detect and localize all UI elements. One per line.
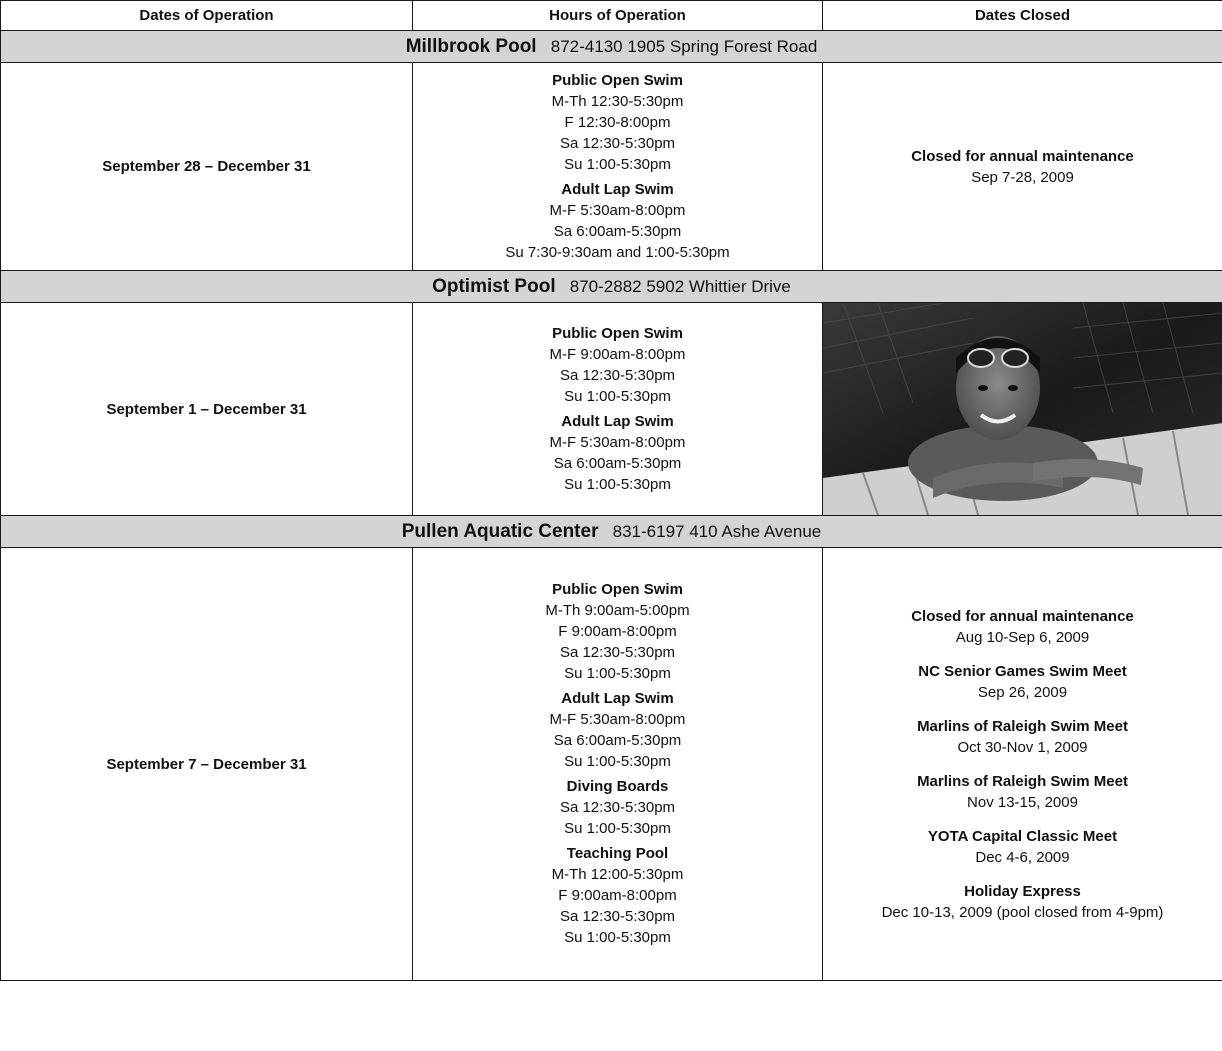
closed-title: YOTA Capital Classic Meet — [927, 827, 1118, 845]
block-title: Adult Lap Swim — [561, 180, 674, 198]
hours-line: Sa 6:00am-5:30pm — [553, 222, 682, 240]
date-range: September 1 – December 31 — [1, 303, 413, 516]
date-range: September 7 – December 31 — [1, 548, 413, 981]
closed-item — [823, 146, 1222, 188]
hours-block-adult-lap-swim — [413, 411, 822, 495]
block-title: Public Open Swim — [552, 71, 683, 89]
pool-name: Optimist Pool — [432, 275, 556, 297]
hours-block-adult-lap-swim — [413, 688, 822, 772]
hours-line: F 9:00am-8:00pm — [558, 887, 677, 904]
pool-name: Millbrook Pool — [405, 35, 537, 57]
header-row — [1, 1, 1222, 31]
hours-line: Sa 12:30-5:30pm — [559, 799, 676, 816]
closed-title: Marlins of Raleigh Swim Meet — [917, 772, 1128, 790]
closed-detail: Oct 30-Nov 1, 2009 — [957, 738, 1088, 756]
pool-title-cell — [1, 516, 1222, 548]
hours-block-adult-lap-swim — [413, 179, 822, 263]
hours-line: M-F 5:30am-8:00pm — [549, 711, 686, 728]
hours-line: Sa 6:00am-5:30pm — [553, 732, 682, 749]
photo-cell — [823, 303, 1222, 516]
closed-detail: Sep 7-28, 2009 — [971, 168, 1074, 186]
pool-info: 831-6197 410 Ashe Avenue — [612, 521, 822, 541]
hours-line: Su 1:00-5:30pm — [564, 753, 671, 770]
closed-item — [823, 826, 1222, 868]
closed-detail: Dec 4-6, 2009 — [975, 848, 1070, 866]
hours-line: M-Th 12:00-5:30pm — [551, 866, 684, 883]
hours-line: M-Th 9:00am-5:00pm — [545, 602, 690, 619]
pool-title-cell — [1, 271, 1222, 303]
schedule-row-pullen — [1, 548, 1222, 981]
pool-info: 872-4130 1905 Spring Forest Road — [550, 36, 818, 56]
hours-block-public-open-swim — [413, 579, 822, 684]
pool-name: Pullen Aquatic Center — [401, 520, 599, 542]
hours-block-diving-boards — [413, 776, 822, 839]
header-hours: Hours of Operation — [413, 1, 823, 31]
closed-item — [823, 716, 1222, 758]
hours-line: F 9:00am-8:00pm — [558, 623, 677, 640]
swimmer-photo — [823, 303, 1222, 515]
pool-info: 870-2882 5902 Whittier Drive — [569, 276, 791, 296]
closed-title: Closed for annual maintenance — [911, 607, 1134, 625]
hours-line: Sa 12:30-5:30pm — [559, 908, 676, 925]
hours-block-public-open-swim — [413, 323, 822, 407]
block-title: Public Open Swim — [552, 324, 683, 342]
closed-cell — [823, 548, 1222, 981]
block-title: Public Open Swim — [552, 581, 683, 598]
hours-line: Su 1:00-5:30pm — [564, 665, 671, 682]
block-title: Teaching Pool — [566, 845, 669, 862]
closed-title: NC Senior Games Swim Meet — [918, 662, 1127, 680]
hours-line: Su 7:30-9:30am and 1:00-5:30pm — [505, 243, 730, 261]
hours-line: Su 1:00-5:30pm — [564, 387, 671, 405]
block-title: Adult Lap Swim — [561, 690, 674, 707]
pool-row-millbrook — [1, 31, 1222, 63]
header-closed: Dates Closed — [823, 1, 1222, 31]
closed-item — [823, 606, 1222, 648]
hours-line: Sa 6:00am-5:30pm — [553, 454, 682, 472]
pool-row-optimist — [1, 271, 1222, 303]
schedule-row-optimist — [1, 303, 1222, 516]
hours-cell — [413, 63, 823, 271]
schedule-row-millbrook — [1, 63, 1222, 271]
closed-detail: Sep 26, 2009 — [977, 683, 1068, 701]
hours-line: M-Th 12:30-5:30pm — [551, 92, 684, 110]
hours-line: Su 1:00-5:30pm — [564, 820, 671, 837]
hours-cell — [413, 548, 823, 981]
closed-detail: Nov 13-15, 2009 — [967, 793, 1078, 811]
hours-line: Sa 12:30-5:30pm — [559, 366, 676, 384]
closed-title: Holiday Express — [964, 882, 1081, 900]
header-dates: Dates of Operation — [1, 1, 413, 31]
hours-line: Sa 12:30-5:30pm — [559, 134, 676, 152]
hours-line: F 12:30-8:00pm — [564, 113, 671, 131]
block-title: Diving Boards — [566, 778, 669, 795]
closed-title: Marlins of Raleigh Swim Meet — [917, 717, 1128, 735]
date-range: September 28 – December 31 — [1, 63, 413, 271]
closed-item — [823, 771, 1222, 813]
closed-item — [823, 661, 1222, 703]
hours-line: Sa 12:30-5:30pm — [559, 644, 676, 661]
pool-row-pullen — [1, 516, 1222, 548]
closed-detail: Aug 10-Sep 6, 2009 — [955, 628, 1090, 646]
hours-block-teaching-pool — [413, 843, 822, 948]
hours-line: Su 1:00-5:30pm — [564, 155, 671, 173]
closed-detail: Dec 10-13, 2009 (pool closed from 4-9pm) — [881, 903, 1164, 921]
hours-line: Su 1:00-5:30pm — [564, 475, 671, 493]
closed-cell — [823, 63, 1222, 271]
closed-title: Closed for annual maintenance — [911, 147, 1134, 165]
closed-item — [823, 881, 1222, 923]
hours-cell — [413, 303, 823, 516]
hours-line: M-F 9:00am-8:00pm — [549, 345, 686, 363]
hours-block-public-open-swim — [413, 70, 822, 175]
pool-title-cell — [1, 31, 1222, 63]
block-title: Adult Lap Swim — [561, 412, 674, 430]
hours-line: Su 1:00-5:30pm — [564, 929, 671, 946]
hours-line: M-F 5:30am-8:00pm — [549, 201, 686, 219]
hours-line: M-F 5:30am-8:00pm — [549, 433, 686, 451]
